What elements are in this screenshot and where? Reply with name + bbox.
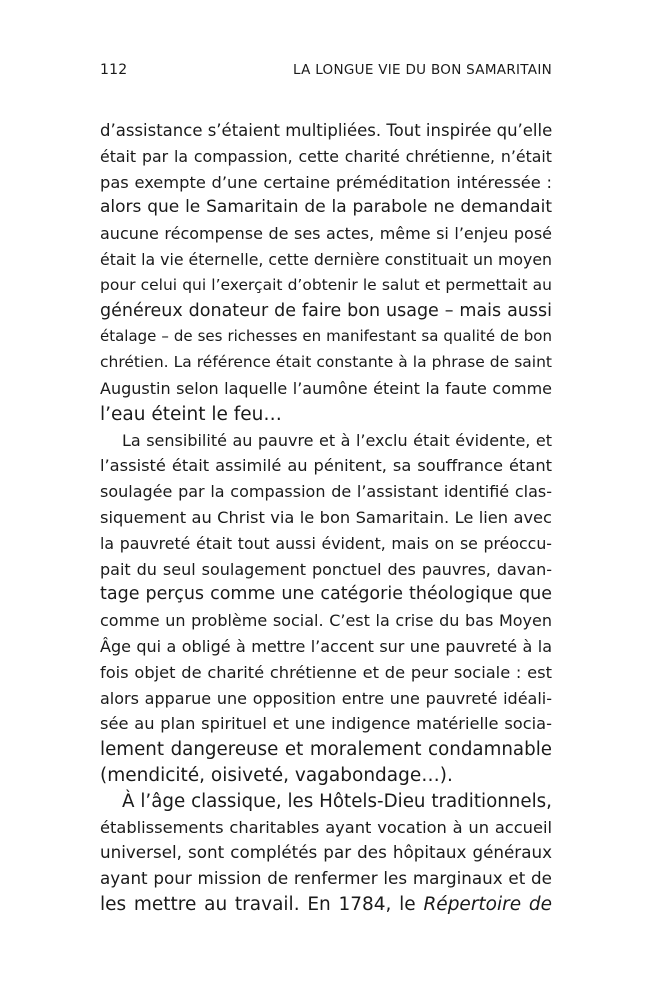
text-line-content: l’assisté était assimilé au pénitent, sa souffrance étant [100,456,552,476]
text-line-content: ayant pour mission de renfermer les marginaux et de [100,868,552,889]
text-line [100,350,552,376]
text-line [100,686,552,712]
text-line [100,815,552,841]
text-line-content: établissements charitables ayant vocation à un accueil [100,817,552,837]
text-line [100,840,552,866]
text-line [100,866,552,892]
running-title: LA LONGUE VIE DU BON SAMARITAIN [292,62,552,78]
text-line [100,402,552,428]
text-line-content: La sensibilité au pauvre et à l’exclu était évidente, et [122,430,552,450]
text-line-content: était par la compassion, cette charité chrétienne, n’était [100,146,552,166]
text-line-content: Augustin selon laquelle l’aumône éteint la faute comme [100,378,552,398]
text-line-content: pour celui qui l’exerçait d’obtenir le salut et permettait au [100,275,552,294]
text-line [100,428,552,454]
text-line [100,608,552,634]
text-line [100,634,552,660]
text-line-content: généreux donateur de faire bon usage – mais aussi [100,300,552,321]
text-line [100,892,552,918]
text-line-content: était la vie éternelle, cette dernière constituait un moyen [100,249,552,269]
text-line-content: (mendicité, oisiveté, vagabondage…). [100,764,453,786]
text-line [100,531,552,557]
text-line [100,505,552,531]
text-line-content: alors que le Samaritain de la parabole ne demandait [100,197,552,218]
text-line [100,221,552,247]
text-line-content: chrétien. La référence était constante à la phrase de saint [100,353,552,372]
text-line-content: alors apparue une opposition entre une pauvreté idéali- [100,688,552,708]
text-line-content: étalage – de ses richesses en manifestant sa qualité de bon [100,327,552,346]
body-text [100,118,552,918]
text-line-content: la pauvreté était tout aussi évident, mais on se préoccu- [100,533,552,553]
text-line [100,273,552,299]
text-line-content: tage perçus comme une catégorie théologique que [100,584,552,605]
text-line [100,479,552,505]
text-line-content: sée au plan spirituel et une indigence matérielle socia- [100,714,552,734]
italic-title: Répertoire de [423,893,552,915]
text-line-content: soulagée par la compassion de l’assistant identifié clas- [100,482,552,502]
text-line [100,247,552,273]
text-line [100,170,552,196]
text-line [100,144,552,170]
text-line [100,376,552,402]
text-line [100,299,552,325]
text-line-content: pait du seul soulagement ponctuel des pauvres, davan- [100,559,552,579]
running-header [100,62,552,82]
text-line [100,118,552,144]
text-line [100,789,552,815]
text-line-content: d’assistance s’étaient multipliées. Tout inspirée qu’elle [100,121,553,140]
text-line [100,763,552,789]
text-line [100,557,552,583]
text-line-content: les mettre au travail. En 1784, le [100,893,416,915]
text-line [100,453,552,479]
text-line-content: comme un problème social. C’est la crise du bas Moyen [100,611,552,631]
text-line [100,582,552,608]
text-line [100,737,552,763]
text-line [100,711,552,737]
page-number: 112 [100,62,128,78]
text-line [100,195,552,221]
text-line-content: l’eau éteint le feu… [100,403,282,425]
text-line-content: lement dangereuse et moralement condamnable [100,739,552,761]
text-line-content: Âge qui a obligé à mettre l’accent sur une pauvreté à la [100,636,552,656]
text-line [100,324,552,350]
text-line-content: siquement au Christ via le bon Samaritain. Le lien avec [100,507,552,527]
text-line-content: fois objet de charité chrétienne et de peur sociale : est [100,662,552,682]
text-line-content: À l’âge classique, les Hôtels-Dieu traditionnels, [122,790,552,812]
text-line-content: aucune récompense de ses actes, même si l’enjeu posé [100,224,552,244]
text-line [100,660,552,686]
text-line-content: universel, sont complétés par des hôpitaux généraux [100,842,552,863]
text-line-content: pas exempte d’une certaine préméditation intéressée : [100,172,552,192]
